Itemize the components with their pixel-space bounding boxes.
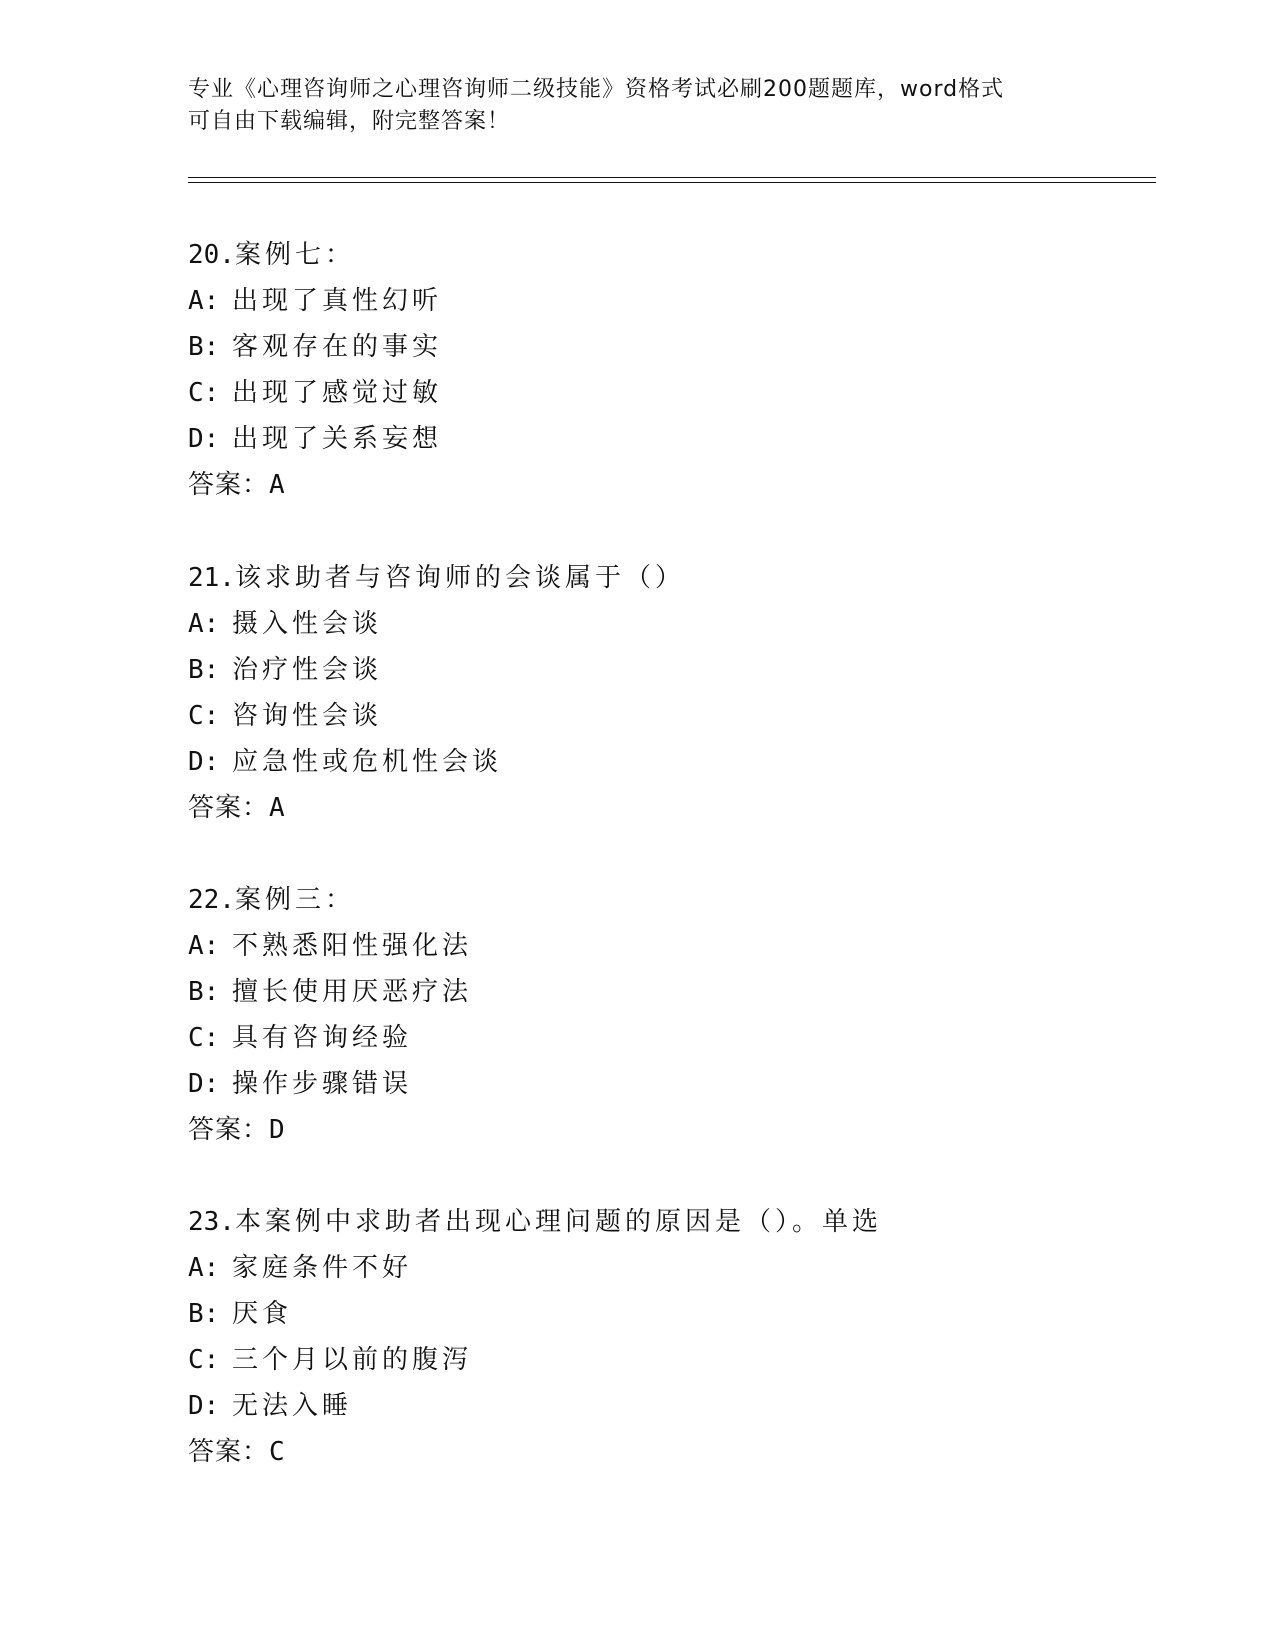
answer-value: D	[269, 1115, 285, 1145]
option-letter: B:	[188, 1299, 220, 1329]
answer-line	[188, 785, 1088, 831]
question-number: 21.	[188, 563, 235, 593]
document-header	[188, 74, 1068, 138]
option-text: 出现了关系妄想	[232, 424, 443, 454]
question-number: 22.	[188, 885, 235, 915]
option-d	[188, 1383, 1088, 1429]
header-line-1: 专业《心理咨询师之心理咨询师二级技能》资格考试必刷200题题库，word格式	[188, 77, 1005, 102]
question-text: 案例三：	[234, 885, 355, 915]
option-text: 家庭条件不好	[232, 1253, 413, 1283]
option-letter: A:	[188, 609, 220, 639]
option-a	[188, 278, 1088, 324]
answer-value: A	[269, 470, 285, 500]
question-22	[188, 877, 1088, 1153]
question-20	[188, 232, 1088, 508]
header-divider-bottom	[188, 182, 1156, 183]
option-letter: B:	[188, 977, 220, 1007]
option-letter: C:	[188, 1023, 220, 1053]
question-stem	[188, 555, 1088, 601]
option-text: 应急性或危机性会谈	[232, 747, 503, 777]
option-a	[188, 601, 1088, 647]
option-d	[188, 416, 1088, 462]
option-a	[188, 1245, 1088, 1291]
option-letter: A:	[188, 286, 220, 316]
option-d	[188, 1061, 1088, 1107]
option-text: 不熟悉阳性强化法	[232, 931, 473, 961]
option-letter: B:	[188, 655, 220, 685]
option-b	[188, 969, 1088, 1015]
option-d	[188, 739, 1088, 785]
option-letter: A:	[188, 931, 220, 961]
option-c	[188, 1015, 1088, 1061]
option-letter: D:	[188, 1391, 220, 1421]
option-a	[188, 923, 1088, 969]
option-b	[188, 324, 1088, 370]
option-text: 操作步骤错误	[232, 1069, 413, 1099]
answer-line	[188, 462, 1088, 508]
option-letter: B:	[188, 332, 220, 362]
question-21	[188, 555, 1088, 831]
option-text: 摄入性会谈	[232, 609, 383, 639]
option-text: 客观存在的事实	[232, 332, 443, 362]
question-stem	[188, 1199, 1088, 1245]
option-text: 厌食	[232, 1299, 293, 1329]
answer-line	[188, 1429, 1088, 1475]
question-number: 20.	[188, 240, 235, 270]
question-stem	[188, 232, 1088, 278]
answer-value: A	[269, 793, 285, 823]
option-c	[188, 693, 1088, 739]
option-letter: D:	[188, 424, 220, 454]
question-text: 本案例中求助者出现心理问题的原因是（）。单选	[234, 1207, 882, 1237]
option-b	[188, 1291, 1088, 1337]
option-b	[188, 647, 1088, 693]
question-number: 23.	[188, 1207, 235, 1237]
option-text: 治疗性会谈	[232, 655, 383, 685]
option-letter: C:	[188, 378, 220, 408]
option-letter: D:	[188, 1069, 220, 1099]
option-text: 擅长使用厌恶疗法	[232, 977, 473, 1007]
option-letter: C:	[188, 701, 220, 731]
answer-label: 答案：	[188, 1437, 270, 1467]
question-23	[188, 1199, 1088, 1475]
question-stem	[188, 877, 1088, 923]
answer-line	[188, 1107, 1088, 1153]
answer-label: 答案：	[188, 793, 270, 823]
option-text: 三个月以前的腹泻	[232, 1345, 473, 1375]
question-text: 案例七：	[234, 240, 355, 270]
header-line-2: 可自由下载编辑，附完整答案！	[188, 109, 511, 134]
option-text: 具有咨询经验	[232, 1023, 413, 1053]
answer-value: C	[269, 1437, 285, 1467]
option-c	[188, 1337, 1088, 1383]
answer-label: 答案：	[188, 470, 270, 500]
header-divider-top	[188, 177, 1156, 178]
option-letter: D:	[188, 747, 220, 777]
option-text: 无法入睡	[232, 1391, 353, 1421]
option-c	[188, 370, 1088, 416]
option-letter: A:	[188, 1253, 220, 1283]
option-text: 咨询性会谈	[232, 701, 383, 731]
option-text: 出现了感觉过敏	[232, 378, 443, 408]
option-letter: C:	[188, 1345, 220, 1375]
option-text: 出现了真性幻听	[232, 286, 443, 316]
question-text: 该求助者与咨询师的会谈属于（）	[234, 563, 685, 593]
answer-label: 答案：	[188, 1115, 270, 1145]
